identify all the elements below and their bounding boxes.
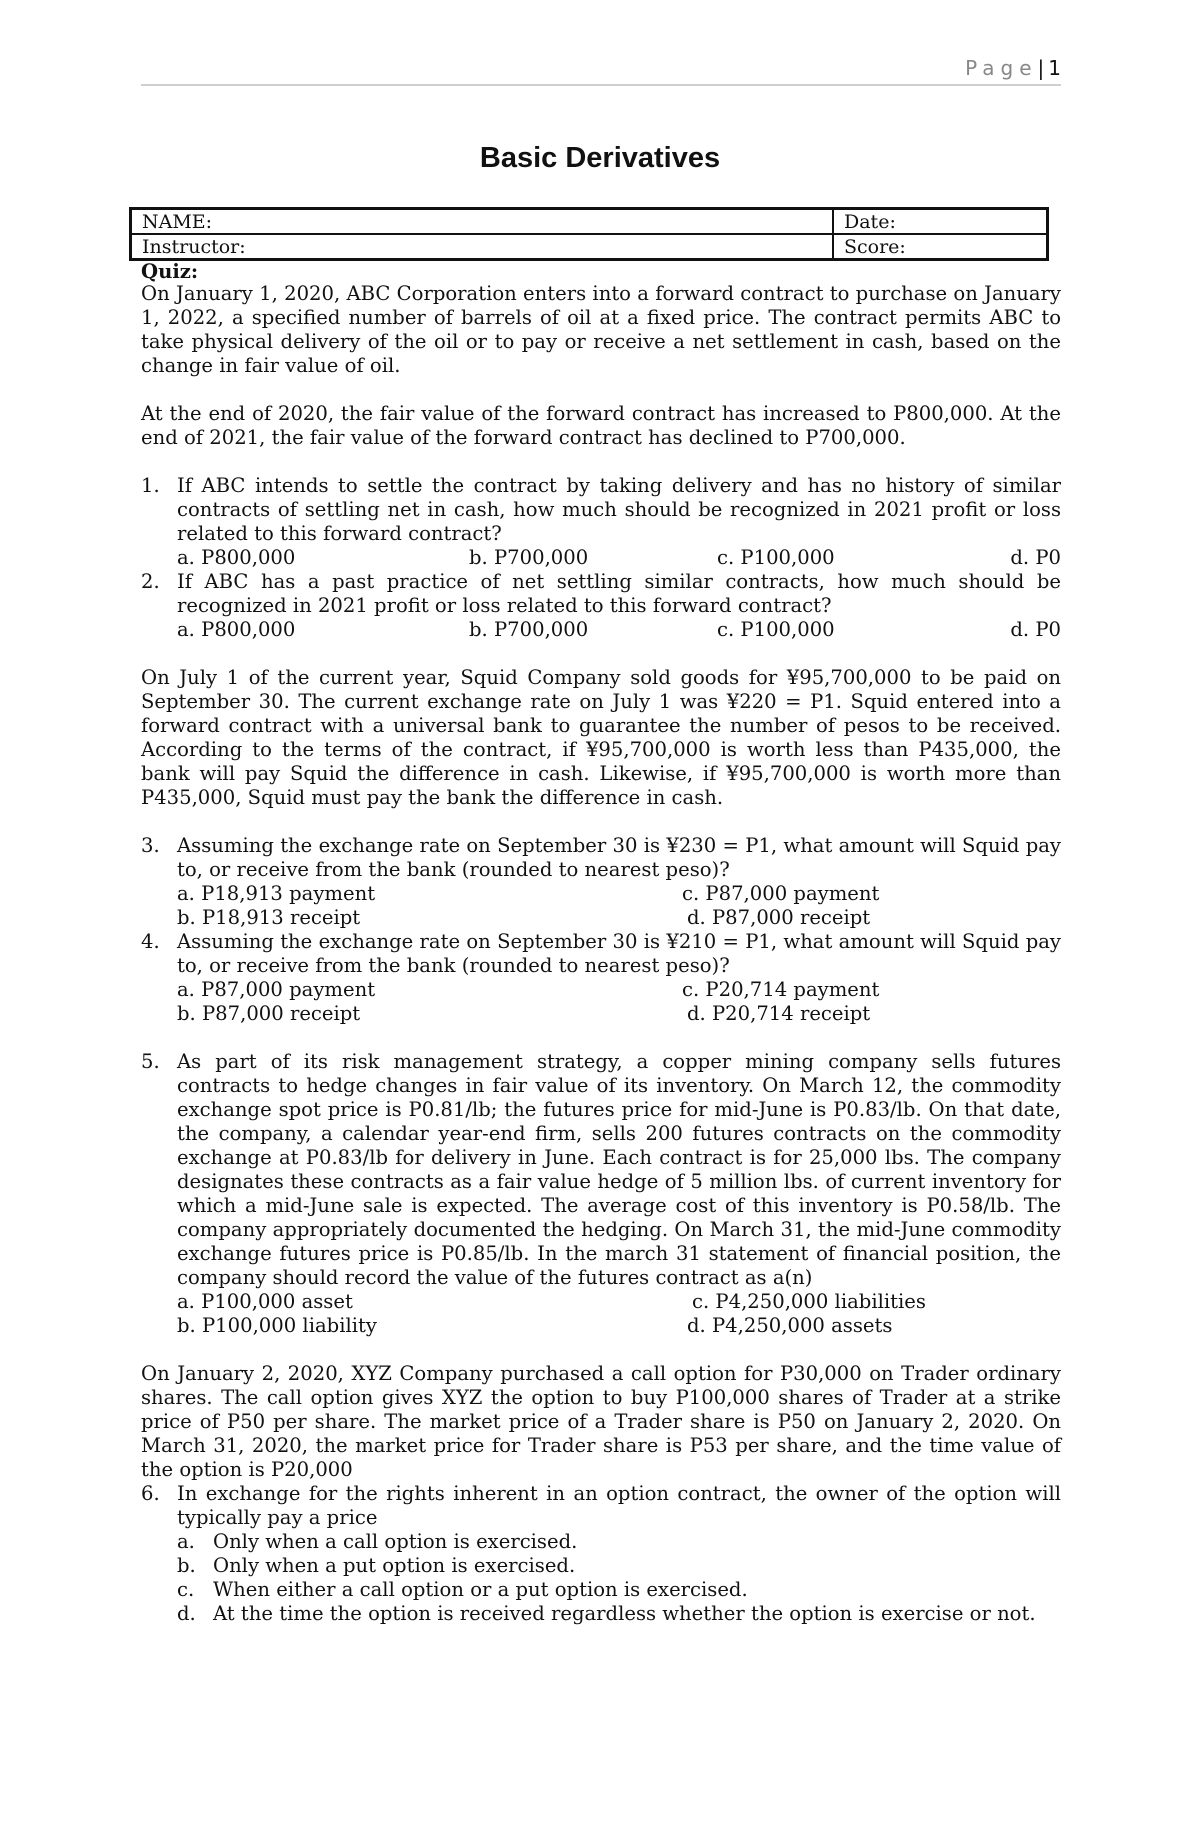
choice-d: d. P87,000 receipt [687, 906, 871, 929]
choice-d: d. P0 [1010, 546, 1061, 569]
choice-d: d. P20,714 receipt [687, 1002, 871, 1025]
choice-a: a. P800,000 [177, 618, 296, 641]
choice-b: b. P700,000 [469, 618, 589, 641]
page-separator: | [1037, 56, 1045, 80]
question-1 [141, 474, 1061, 546]
choice-b: b. P100,000 liability [177, 1314, 377, 1337]
choice-text: Only when a call option is exercised. [213, 1530, 578, 1553]
question-text: Assuming the exchange rate on September 30 is ¥210 = P1, what amount will Squid pay to, or receive from the bank (rounded to nearest peso)? [177, 930, 1061, 977]
choice-b: b. P87,000 receipt [177, 1002, 361, 1025]
question-5 [141, 1050, 1061, 1290]
date-field: Date: [833, 209, 1048, 235]
question-number: 1. [141, 474, 160, 497]
choice-text: Only when a put option is exercised. [213, 1554, 576, 1577]
scenario-xyz: On January 2, 2020, XYZ Company purchased a call option for P30,000 on Trader ordinary shares. The call option gives XYZ the option to buy P100,000 shares of Trader at a strike price of P50 per share. The market price of a Trader share is P50 on January 2, 2020. On March 31, 2020, the market price for Trader share is P53 per share, and the time value of the option is P20,000 [141, 1362, 1061, 1481]
choice-b: b. P18,913 receipt [177, 906, 361, 929]
question-5-choices-row2 [141, 1314, 1061, 1338]
question-text: As part of its risk management strategy, a copper mining company sells futures contracts to hedge changes in fair value of its inventory. On March 12, the commodity exchange spot price is P0.81/lb; the futures price for mid-June is P0.83/lb. On that date, the company, a calendar year-end firm, sells 200 futures contracts on the commodity exchange at P0.83/lb for delivery in June. Each contract is for 25,000 lbs. The company designates these contracts as a fair value hedge of 5 million lbs. of current inventory for which a mid-June sale is expected. The average cost of this inventory is P0.58/lb. The company appropriately documented the hedging. On March 31, the mid-June commodity exchange futures price is P0.85/lb. In the march 31 statement of financial position, the company should record the value of the futures contract as a(n) [177, 1050, 1061, 1289]
score-field: Score: [833, 234, 1048, 260]
choice-a: a. P87,000 payment [177, 978, 376, 1001]
question-6-choice-a [141, 1530, 1061, 1554]
choice-letter: d. [177, 1602, 196, 1625]
choice-d: d. P0 [1010, 618, 1061, 641]
question-3 [141, 834, 1061, 882]
scenario-abc-values: At the end of 2020, the fair value of the forward contract has increased to P800,000. At the end of 2021, the fair value of the forward contract has declined to P700,000. [141, 402, 1061, 449]
question-number: 6. [141, 1482, 160, 1505]
question-4-choices-row1 [141, 978, 1061, 1002]
question-1-choices [141, 546, 1061, 570]
question-number: 4. [141, 930, 160, 953]
question-number: 3. [141, 834, 160, 857]
choice-c: c. P100,000 [717, 546, 835, 569]
document-title: Basic Derivatives [479, 142, 721, 174]
choice-b: b. P700,000 [469, 546, 589, 569]
question-4-choices-row2 [141, 1002, 1061, 1026]
page-number-value: 1 [1048, 56, 1061, 80]
question-number: 2. [141, 570, 160, 593]
choice-c: c. P20,714 payment [682, 978, 880, 1001]
question-6 [141, 1482, 1061, 1530]
question-4 [141, 930, 1061, 978]
choice-d: d. P4,250,000 assets [687, 1314, 893, 1337]
question-2 [141, 570, 1061, 618]
question-number: 5. [141, 1050, 160, 1073]
scenario-abc: On January 1, 2020, ABC Corporation enters into a forward contract to purchase on January 1, 2022, a specified number of barrels of oil at a fixed price. The contract permits ABC to take physical delivery of the oil or to pay or receive a net settlement in cash, based on the change in fair value of oil. [141, 282, 1061, 377]
choice-a: a. P100,000 asset [177, 1290, 353, 1313]
question-2-choices [141, 618, 1061, 642]
quiz-content [141, 260, 1061, 1626]
page-word: Page [965, 56, 1038, 80]
question-3-choices-row1 [141, 882, 1061, 906]
question-text: If ABC has a past practice of net settling similar contracts, how much should be recognized in 2021 profit or loss related to this forward contract? [177, 570, 1061, 617]
name-field: NAME: [131, 209, 834, 235]
page-header [141, 56, 1061, 86]
scenario-squid: On July 1 of the current year, Squid Company sold goods for ¥95,700,000 to be paid on September 30. The current exchange rate on July 1 was ¥220 = P1. Squid entered into a forward contract with a universal bank to guarantee the number of pesos to be received. According to the terms of the contract, if ¥95,700,000 is worth less than P435,000, the bank will pay Squid the difference in cash. Likewise, if ¥95,700,000 is worth more than P435,000, Squid must pay the bank the difference in cash. [141, 666, 1061, 809]
question-text: In exchange for the rights inherent in an option contract, the owner of the option will typically pay a price [177, 1482, 1061, 1529]
quiz-label: Quiz: [141, 260, 199, 283]
choice-letter: c. [177, 1578, 195, 1601]
question-text: Assuming the exchange rate on September 30 is ¥230 = P1, what amount will Squid pay to, or receive from the bank (rounded to nearest peso)? [177, 834, 1061, 881]
choice-text: When either a call option or a put option is exercised. [213, 1578, 748, 1601]
choice-c: c. P4,250,000 liabilities [692, 1290, 926, 1313]
question-5-choices-row1 [141, 1290, 1061, 1314]
question-6-choice-c [141, 1578, 1061, 1602]
choice-c: c. P100,000 [717, 618, 835, 641]
choice-a: a. P18,913 payment [177, 882, 376, 905]
choice-text: At the time the option is received regardless whether the option is exercise or not. [213, 1602, 1036, 1625]
question-3-choices-row2 [141, 906, 1061, 930]
student-info-table [129, 207, 1049, 261]
choice-a: a. P800,000 [177, 546, 296, 569]
choice-letter: a. [177, 1530, 195, 1553]
instructor-field: Instructor: [131, 234, 834, 260]
question-6-choice-d [141, 1602, 1061, 1626]
page-number [965, 56, 1061, 80]
question-6-choice-b [141, 1554, 1061, 1578]
choice-letter: b. [177, 1554, 196, 1577]
choice-c: c. P87,000 payment [682, 882, 880, 905]
question-text: If ABC intends to settle the contract by taking delivery and has no history of similar contracts of settling net in cash, how much should be recognized in 2021 profit or loss related to this forward contract? [177, 474, 1061, 545]
